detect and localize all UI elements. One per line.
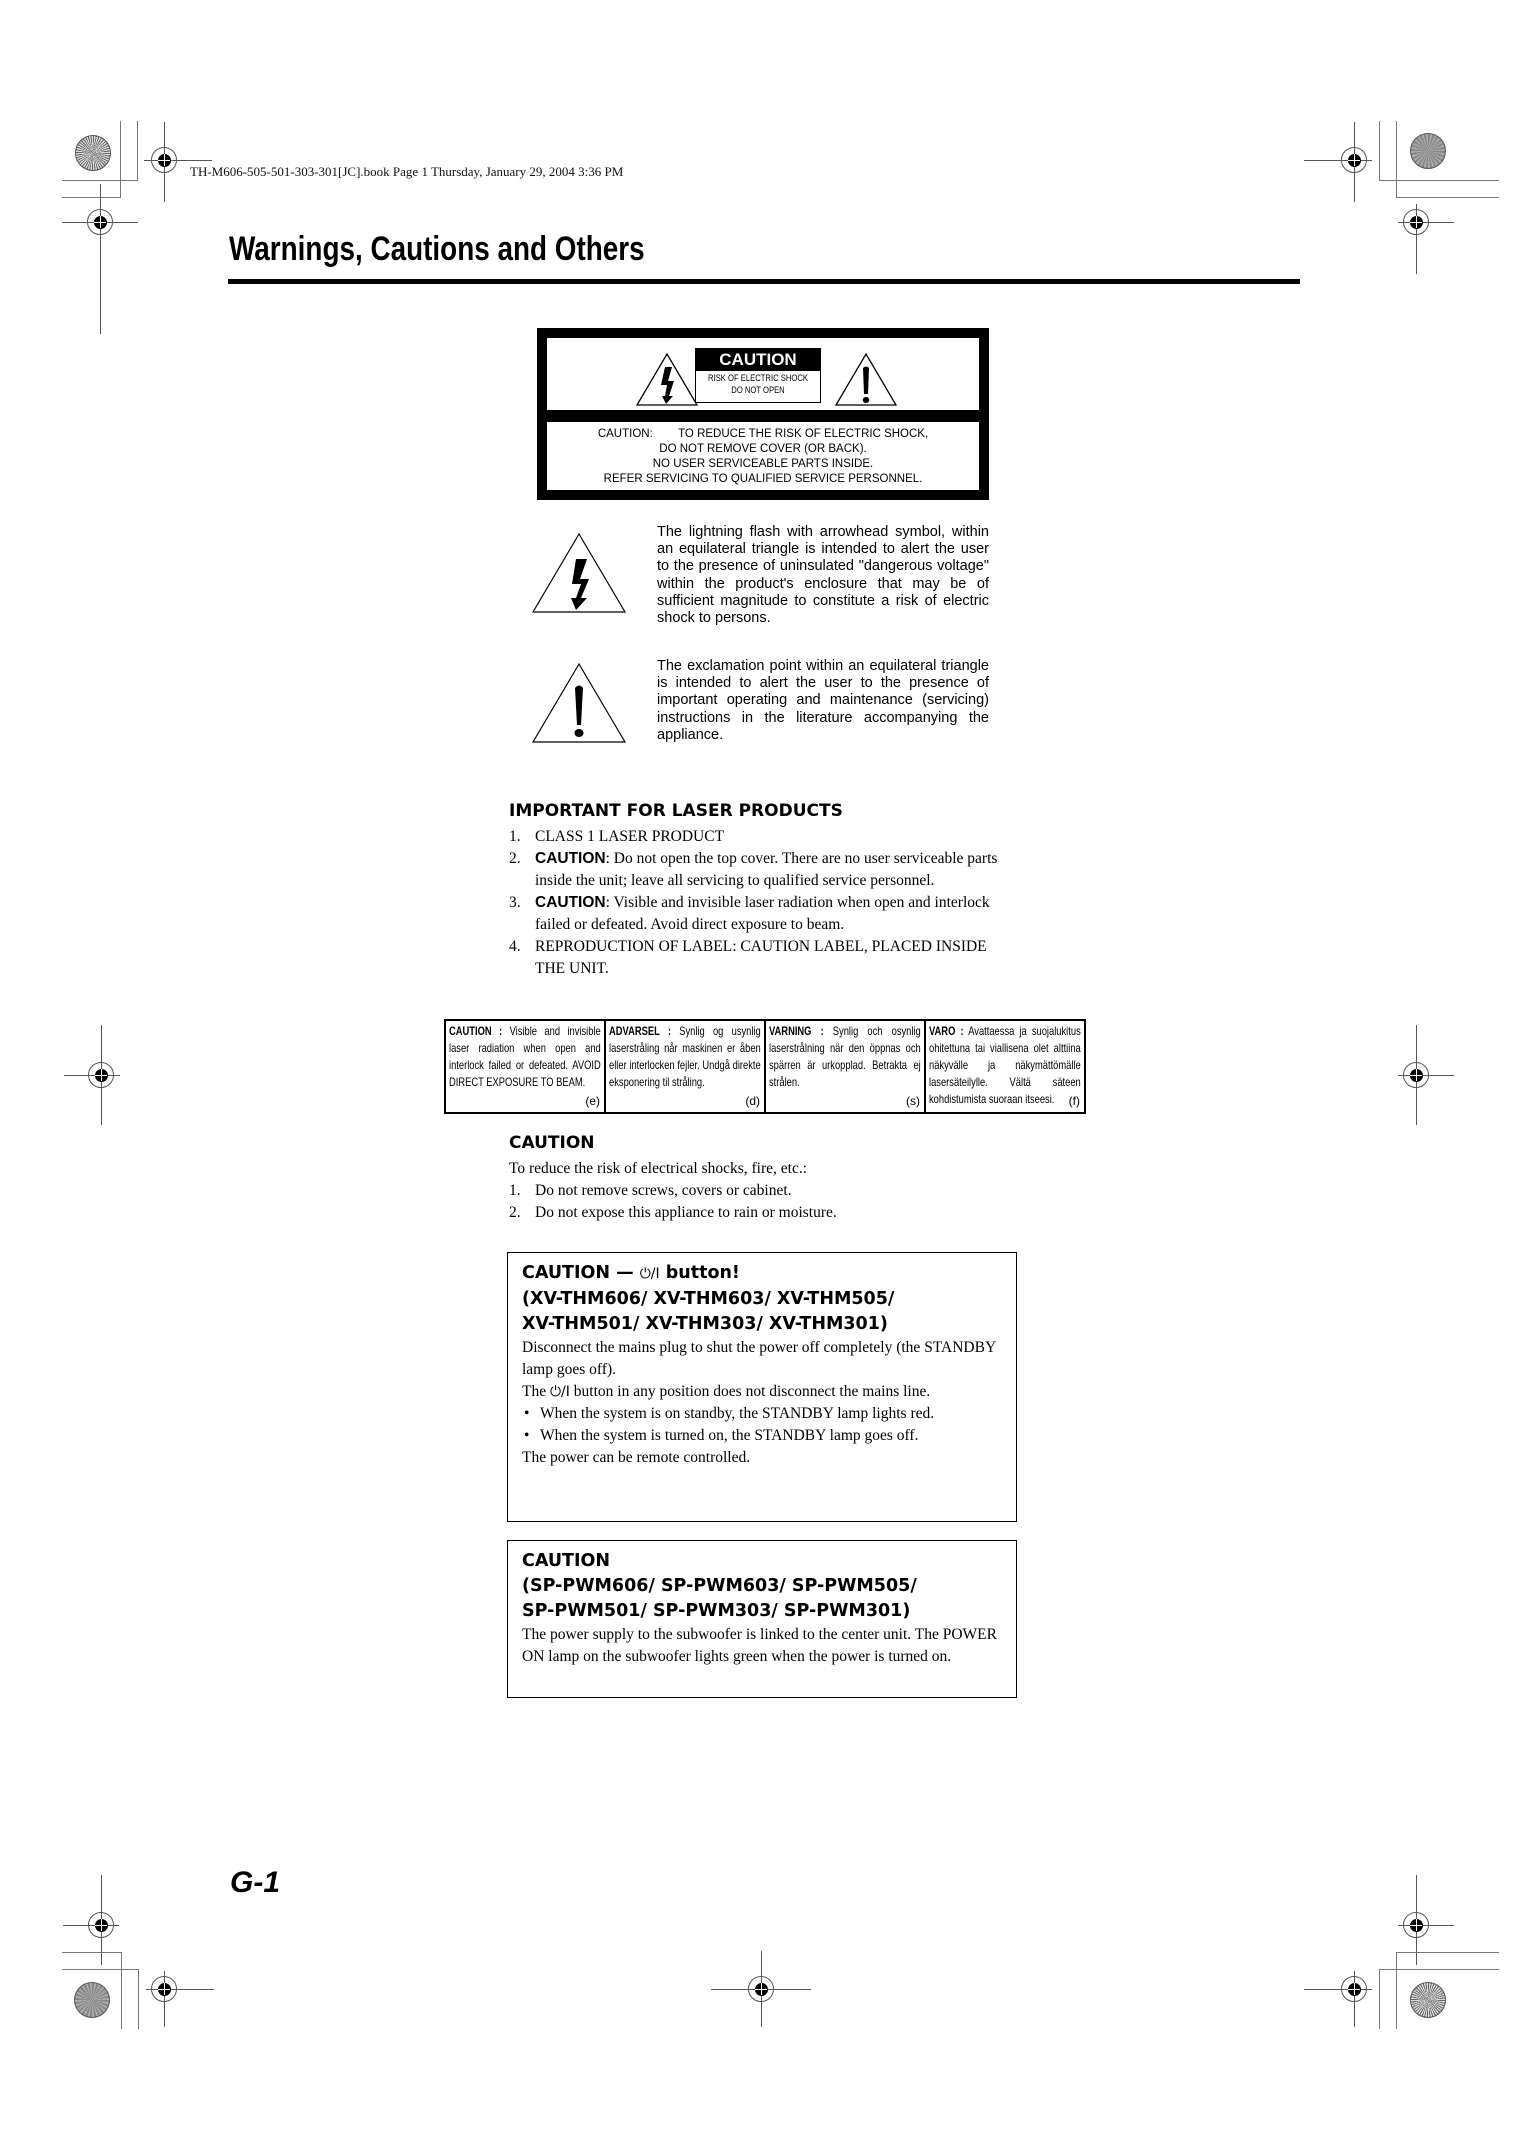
crop-line — [62, 197, 120, 198]
caution-label-line: CAUTION: TO REDUCE THE RISK OF ELECTRIC SHOCK, — [597, 428, 929, 440]
list-item-bold: CAUTION — [535, 850, 606, 867]
cell-text: Synlig og usynlig laserstråling når maskinen er åben eller interlocken fejler. Undgå direkte eksponering til stråling. — [609, 1024, 761, 1089]
list-number: 2. — [509, 850, 521, 867]
standby-power-icon: ⏻/I — [639, 1266, 660, 1282]
list-item — [509, 826, 1011, 848]
crop-line — [1379, 180, 1499, 181]
caution-badge — [695, 348, 821, 403]
subwoofer-caution-heading: CAUTION — [522, 1551, 611, 1571]
title-rule-divider — [228, 279, 1300, 284]
laser-label-reproduction — [444, 1019, 1086, 1114]
starburst-mark-icon — [1410, 133, 1446, 169]
crop-line — [1379, 121, 1380, 181]
crop-line — [120, 121, 121, 198]
cell-text: Avattaessa ja suojalukitus ohitettuna tai viallisena olet alttiina näkyvälle ja näkymättömälle lasersäteilylle. Vältä säteen kohdistumista suoraan itseesi. — [929, 1024, 1081, 1106]
caution-label-line: REFER SERVICING TO QUALIFIED SERVICE PERSONNEL. — [603, 473, 923, 485]
language-code: (d) — [745, 1094, 760, 1108]
list-item — [509, 848, 1011, 892]
crop-line — [62, 1969, 139, 1970]
caution-badge-line1: RISK OF ELECTRIC SHOCK — [708, 373, 808, 383]
crop-line — [1396, 1952, 1499, 1953]
list-item-text: Do not expose this appliance to rain or moisture. — [535, 1204, 837, 1221]
lightning-warning-icon — [635, 352, 699, 407]
language-code: (e) — [585, 1094, 600, 1108]
list-item-text: : Do not open the top cover. There are no user serviceable parts inside the unit; leave all servicing to qualified service personnel. — [535, 850, 998, 889]
general-caution-heading: CAUTION — [509, 1133, 595, 1153]
list-number: 1. — [509, 828, 521, 845]
cell-heading: CAUTION : — [449, 1024, 503, 1038]
heading-text: CAUTION — — [522, 1263, 640, 1283]
list-number: 2. — [509, 1204, 521, 1221]
exclamation-warning-icon — [531, 662, 627, 744]
starburst-mark-icon — [74, 1982, 110, 2018]
file-info-header: TH-M606-505-501-303-301[JC].book Page 1 Thursday, January 29, 2004 3:36 PM — [190, 164, 624, 179]
caution-label-symbols — [547, 338, 979, 410]
list-item-text: CLASS 1 LASER PRODUCT — [535, 828, 725, 845]
bullet-item: • When the system is turned on, the STANDBY lamp goes off. — [522, 1425, 1002, 1447]
list-item — [509, 892, 1011, 936]
list-item-text: Do not remove screws, covers or cabinet. — [535, 1182, 792, 1199]
paragraph: The power supply to the subwoofer is linked to the center unit. The POWER ON lamp on the subwoofer lights green when the power is turned on. — [522, 1626, 997, 1665]
crop-line — [138, 1969, 139, 2029]
heading-text: button! — [659, 1263, 740, 1283]
text: button in any position does not disconnect the mains line. — [569, 1383, 931, 1400]
crop-line — [121, 1952, 122, 2029]
models-line: XV-THM501/ XV-THM303/ XV-THM301) — [522, 1314, 888, 1334]
models-line: (XV-THM606/ XV-THM603/ XV-THM505/ — [522, 1289, 895, 1309]
crop-line — [137, 121, 138, 181]
caution-label-text — [547, 422, 979, 490]
list-item — [509, 1202, 1009, 1224]
laser-label-cell-swedish — [766, 1021, 926, 1112]
list-item — [509, 1180, 1009, 1202]
crop-line — [62, 1952, 122, 1953]
laser-label-cell-finnish — [926, 1021, 1084, 1112]
paragraph: Disconnect the mains plug to shut the power off completely (the STANDBY lamp goes off). — [522, 1339, 996, 1378]
subwoofer-caution-box — [507, 1540, 1017, 1698]
crop-line — [1396, 1952, 1397, 2029]
models-line: SP-PWM501/ SP-PWM303/ SP-PWM301) — [522, 1601, 911, 1621]
laser-label-cell-english — [446, 1021, 606, 1112]
list-item-text: REPRODUCTION OF LABEL: CAUTION LABEL, PLACED INSIDE THE UNIT. — [535, 938, 987, 977]
list-number: 3. — [509, 894, 521, 911]
paragraph: The power can be remote controlled. — [522, 1449, 751, 1466]
laser-products-heading: IMPORTANT FOR LASER PRODUCTS — [509, 801, 843, 821]
cell-text: Synlig och osynlig laserstrålning när den öppnas och spärren är urkopplad. Betrakta ej strålen. — [769, 1024, 921, 1089]
starburst-mark-icon — [75, 135, 111, 171]
cell-heading: VARNING : — [769, 1024, 824, 1038]
exclamation-warning-icon — [834, 352, 898, 407]
crop-line — [1379, 1969, 1499, 1970]
language-code: (s) — [906, 1094, 920, 1108]
exclamation-symbol-description: The exclamation point within an equilateral triangle is intended to alert the user to the presence of important operating and maintenance (servicing) instructions in the literature accompanying the appliance. — [657, 658, 989, 743]
list-item-bold: CAUTION — [535, 894, 606, 911]
crop-line — [62, 180, 138, 181]
lightning-warning-icon — [531, 532, 627, 614]
models-line: (SP-PWM606/ SP-PWM603/ SP-PWM505/ — [522, 1576, 917, 1596]
bullet-item: • When the system is on standby, the STANDBY lamp lights red. — [522, 1403, 1002, 1425]
list-number: 1. — [509, 1182, 521, 1199]
general-caution-list — [509, 1180, 1009, 1224]
caution-label-line: NO USER SERVICEABLE PARTS INSIDE. — [652, 458, 874, 470]
caution-badge-line2: DO NOT OPEN — [731, 385, 785, 395]
caution-label-box — [537, 328, 989, 500]
caution-badge-title: CAUTION — [696, 349, 820, 371]
general-caution-intro: To reduce the risk of electrical shocks, fire, etc.: — [509, 1160, 808, 1177]
power-button-caution-box — [507, 1252, 1017, 1522]
laser-products-list — [509, 826, 1011, 980]
page-number: G-1 — [230, 1866, 281, 1899]
crop-line — [1379, 1969, 1380, 2029]
cell-text: Visible and invisible laser radiation when open and interlock failed or defeated. AVOID DIRECT EXPOSURE TO BEAM. — [449, 1024, 601, 1089]
cell-heading: VARO : — [929, 1024, 964, 1038]
list-number: 4. — [509, 938, 521, 955]
paragraph — [522, 1381, 1002, 1403]
starburst-mark-icon — [1410, 1982, 1446, 2018]
cell-heading: ADVARSEL : — [609, 1024, 671, 1038]
lightning-symbol-description: The lightning flash with arrowhead symbol, within an equilateral triangle is intended to alert the user to the presence of uninsulated "dangerous voltage" within the product's enclosure that may be of sufficient magnitude to constitute a risk of electric shock to persons. — [657, 524, 989, 627]
crop-line — [1396, 197, 1499, 198]
list-item — [509, 936, 1011, 980]
power-button-caution-heading — [522, 1261, 1002, 1287]
text: The — [522, 1383, 550, 1400]
language-code: (f) — [1068, 1094, 1080, 1108]
caution-label-line: DO NOT REMOVE COVER (OR BACK). — [659, 443, 867, 455]
list-item-text: : Visible and invisible laser radiation when open and interlock failed or defeated. Avoid direct exposure to beam. — [535, 894, 990, 933]
crop-line — [1396, 121, 1397, 198]
page-title: Warnings, Cautions and Others — [229, 230, 645, 268]
standby-power-icon: ⏻/I — [549, 1384, 570, 1400]
laser-label-cell-danish — [606, 1021, 766, 1112]
